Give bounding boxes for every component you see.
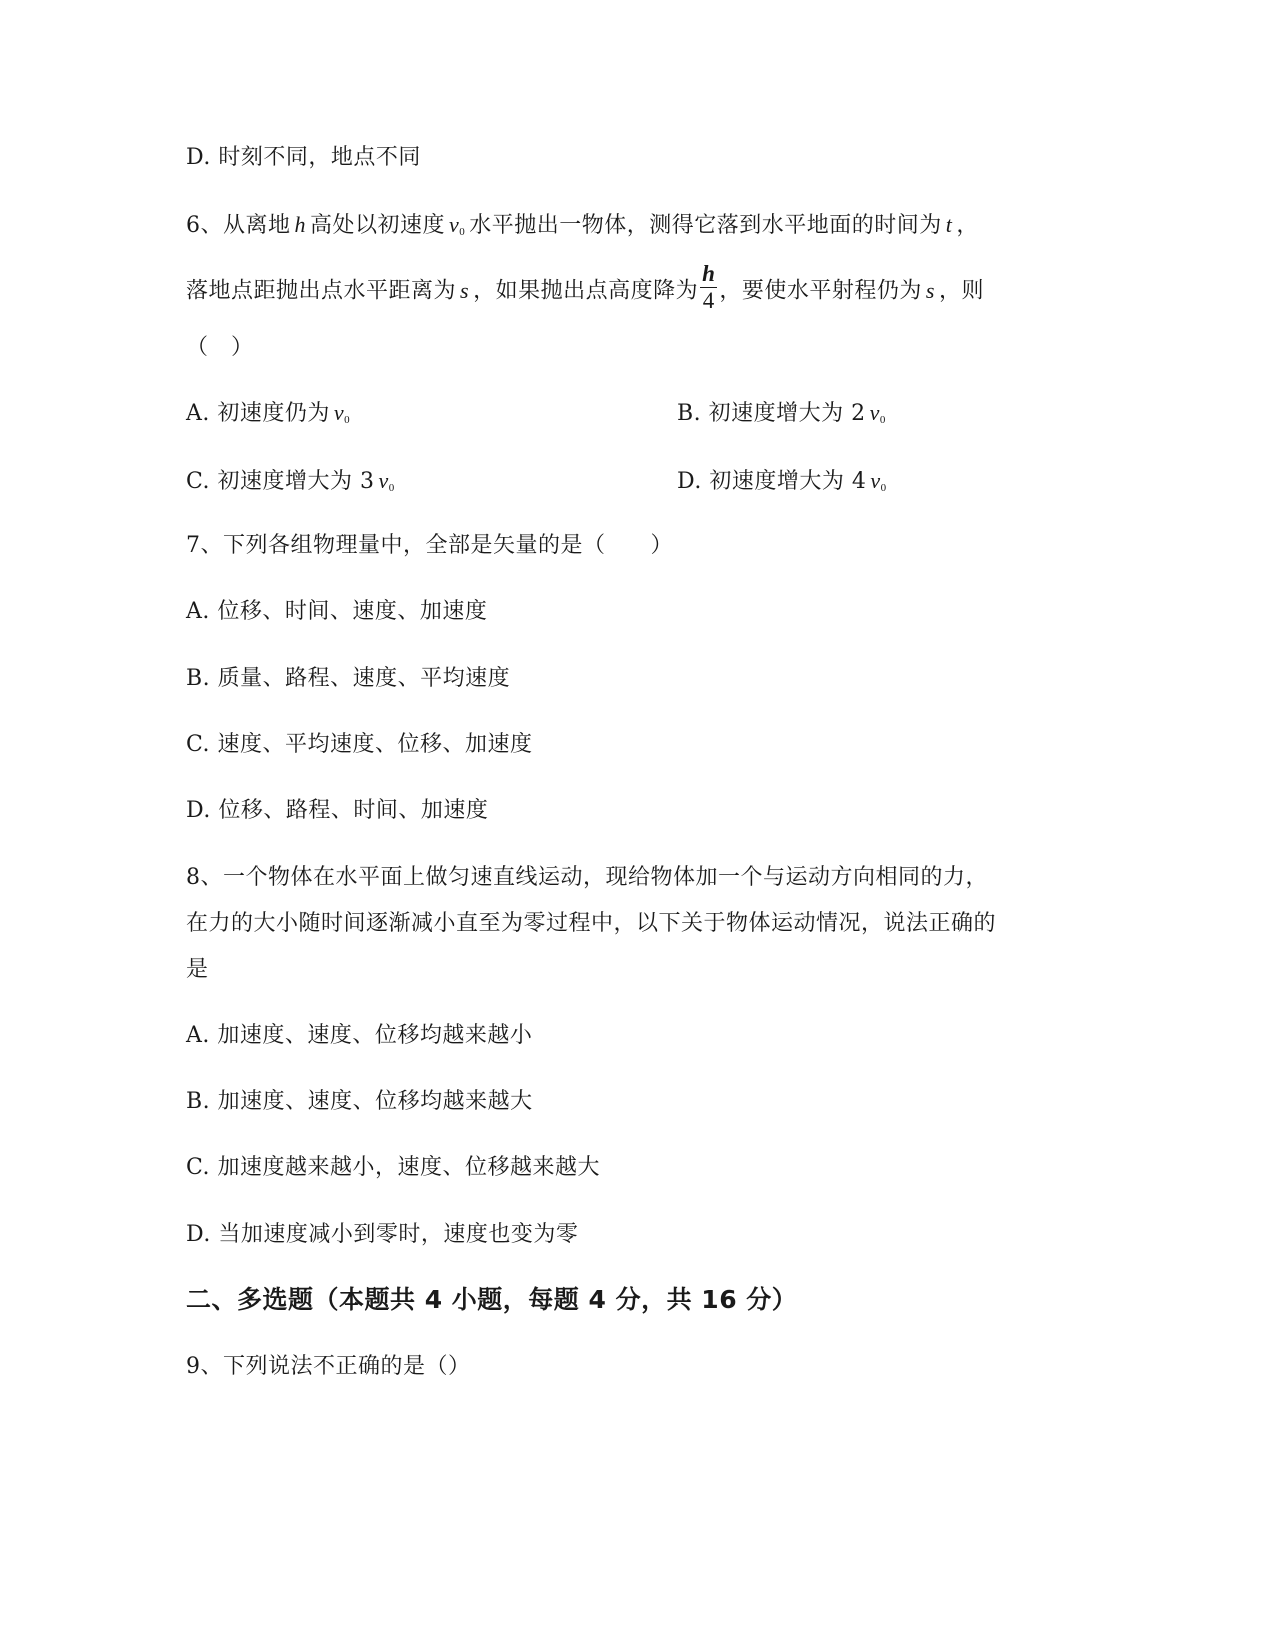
q6-text: 6、从离地 [186,213,291,238]
q8-stem-line1: 8、一个物体在水平面上做匀速直线运动，现给物体加一个与运动方向相同的力， [186,865,988,890]
q6-var-v0: $v_0$ [449,212,466,238]
q6-var-v0: $v_0$ [333,400,351,426]
q6-option-b: B. 初速度增大为 2 $v_0$ [677,398,890,435]
q6-text: ，要使水平射程仍为 [719,278,922,304]
q8-stem-line2: 在力的大小随时间逐渐减小直至为零过程中，以下关于物体运动情况，说法正确的 [186,911,997,936]
q8-stem-line3: 是 [186,957,209,982]
q6-text: 高处以初速度 [310,213,446,238]
q7-stem: 7、下列各组物理量中，全部是矢量的是（ ） [186,533,673,558]
q6-option-a: A. 初速度仍为 $v_0$ [186,398,354,435]
q6-text: ， [956,213,979,238]
q8-option-b: B. 加速度、速度、位移均越来越大 [186,1089,533,1114]
q6-text: ，则 [938,278,984,304]
q6-option-c: C. 初速度增大为 3 $v_0$ [186,466,399,503]
q6-var-v0: $v_0$ [869,400,886,426]
q6-var-s: s [925,277,935,303]
q6-text: 水平抛出一物体，测得它落到水平地面的时间为 [469,213,942,238]
q8-option-a: A. 加速度、速度、位移均越来越小 [186,1023,533,1048]
q6-answer-paren: （ ） [186,335,254,360]
q6-var-v0: $v_0$ [870,468,887,494]
q5-option-d: D. 时刻不同，地点不同 [186,145,421,170]
q6-stem-line1 [186,210,979,247]
q6-text: ，如果抛出点高度降为 [473,278,699,304]
q8-option-d: D. 当加速度减小到零时，速度也变为零 [186,1222,579,1247]
section-heading: 二、多选题（本题共 4 小题，每题 4 分，共 16 分） [186,1285,798,1314]
q7-option-d: D. 位移、路程、时间、加速度 [186,798,489,823]
q6-var-h: h [294,212,306,237]
q7-option-b: B. 质量、路程、速度、平均速度 [186,666,511,691]
q8-option-c: C. 加速度越来越小，速度、位移越来越大 [186,1155,601,1180]
q9-stem: 9、下列说法不正确的是（） [186,1354,471,1379]
q6-fraction-h-over-4: $\frac{h}{4}$ [702,261,716,313]
q7-option-c: C. 速度、平均速度、位移、加速度 [186,732,533,757]
q6-var-s: s [460,277,470,303]
q6-var-t: t [945,212,953,237]
q6-var-v0: $v_0$ [378,468,395,494]
q6-stem-line2 [186,261,984,318]
q7-option-a: A. 位移、时间、速度、加速度 [186,599,488,624]
q6-option-d: D. 初速度增大为 4 $v_0$ [677,466,891,503]
q6-text: 落地点距抛出点水平距离为 [186,278,457,304]
